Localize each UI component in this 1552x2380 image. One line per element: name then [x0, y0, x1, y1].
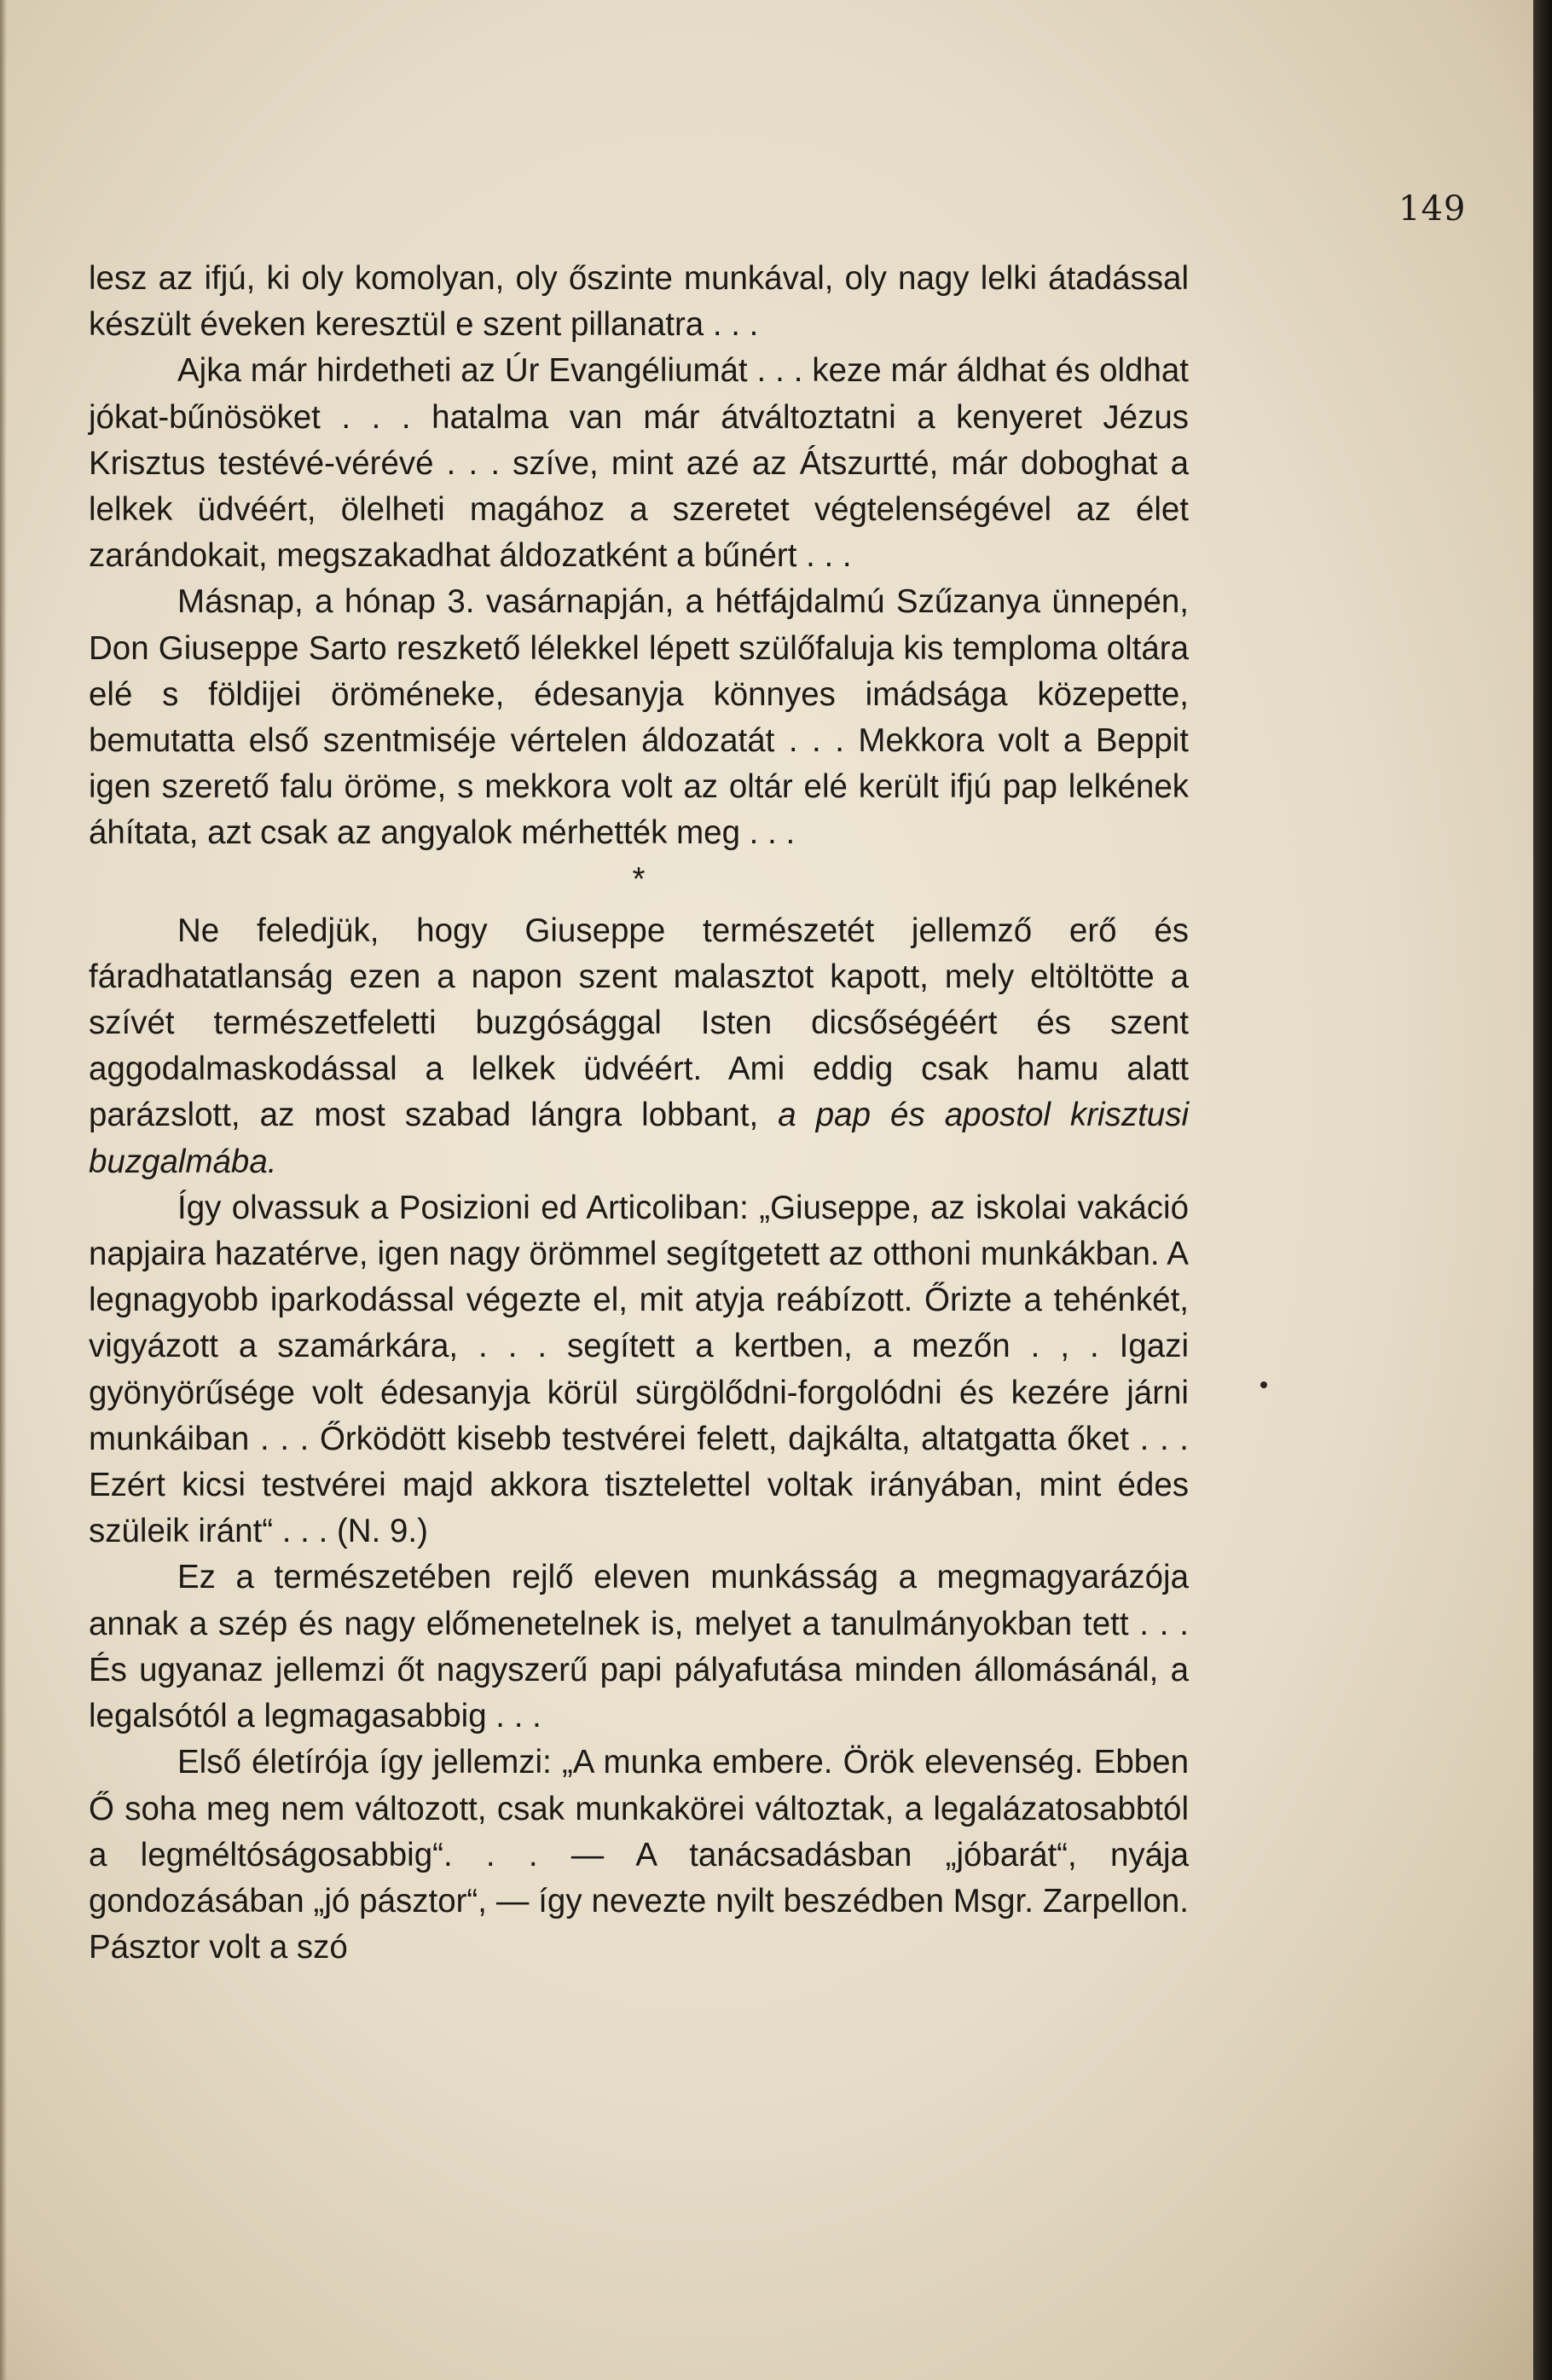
paragraph-6: Ez a természetében rejlő eleven munkásság a megmagyarázója annak a szép és nagy előmenetelnek is, melyet a tanulmányokban tett . . . És ugyanaz jellemzi őt nagyszerű papi pályafutása minden állomásánál, a legalsótól a legmagasabbig . . . — [89, 1559, 1189, 1735]
paragraph-7: Első életírója így jellemzi: „A munka embere. Örök elevenség. Ebben Ő soha meg nem változott, csak munkakörei változtak, a legalázatosabbtól a legméltóságosabbig“. . . — A tanácsadásban „jóbarát“, nyája gondozásában „jó pásztor“, — így nevezte nyilt beszédben Msgr. Zarpellon. Pásztor volt a szó — [89, 1744, 1189, 1966]
paragraph-2: Ajka már hirdetheti az Úr Evangéliumát . . . keze már áldhat és oldhat jókat-bűnösöket . . . hatalma van már átváltoztatni a kenyeret Jézus Krisztus testévé-vérévé . . . szíve, mint azé az Átszurtté, már doboghat a lelkek üdvéért, ölelheti magához a szeretet végtelenségével az élet zarándokait, megszakadhat áldozatként a bűnért . . . — [89, 352, 1189, 575]
paragraph-4 — [89, 908, 1189, 1185]
page-number: 149 — [1399, 189, 1467, 229]
body-text — [89, 256, 1189, 1971]
paragraph-4-emphasis: a pap és apostol krisztusi buzgalmába. — [89, 1097, 1190, 1180]
paragraph-4-text: Ne feledjük, hogy Giuseppe természetét jellemző erő és fáradhatatlanság ezen a napon szent malasztot kapott, mely eltöltötte a szívét természetfeletti buzgósággal Isten dicsőségéért és szent aggodalmaskodással a lelkek üdvéért. Ami eddig csak hamu alatt parázslott, az most szabad lángra lobbant, — [89, 912, 1189, 1134]
paragraph-1: lesz az ifjú, ki oly komolyan, oly őszinte munkával, oly nagy lelki átadással készült éveken keresztül e szent pillanatra . . . — [89, 260, 1189, 344]
paragraph-3: Másnap, a hónap 3. vasárnapján, a hétfájdalmú Szűzanya ünnepén, Don Giuseppe Sarto reszkető lélekkel lépett szülőfaluja kis temploma oltára elé s földijei öröméneke, édesanyja könnyes imádsága közepette, bemutatta első szentmiséje vértelen áldozatát . . . Mekkora volt a Beppit igen szerető falu öröme, s mekkora volt az oltár elé került ifjú pap lelkének áhítata, azt csak az angyalok mérhették meg . . . — [89, 583, 1189, 852]
page-left-edge-shadow — [0, 0, 7, 2380]
page-right-edge-shadow — [1533, 0, 1552, 2380]
section-separator: * — [632, 860, 646, 898]
paragraph-5: Így olvassuk a Posizioni ed Articoliban: „Giuseppe, az iskolai vakáció napjaira hazatérve, igen nagy örömmel segítgetett az otthoni munkákban. A legnagyobb iparkodással végezte el, mit atyja reábízott. Őrizte a tehénkét, vigyázott a szamárkára, . . . segített a kertben, a mezőn . , . Igazi gyönyörűsége volt édesanyja körül sürgölődni-forgolódni és kezére járni munkáiban . . . Őrködött kisebb testvérei felett, dajkálta, altatgatta őket . . . Ezért kicsi testvérei majd akkora tisztelettel voltak irányában, mint édes szüleik iránt“ . . . (N. 9.) — [89, 1189, 1189, 1550]
print-speck — [1260, 1381, 1267, 1388]
